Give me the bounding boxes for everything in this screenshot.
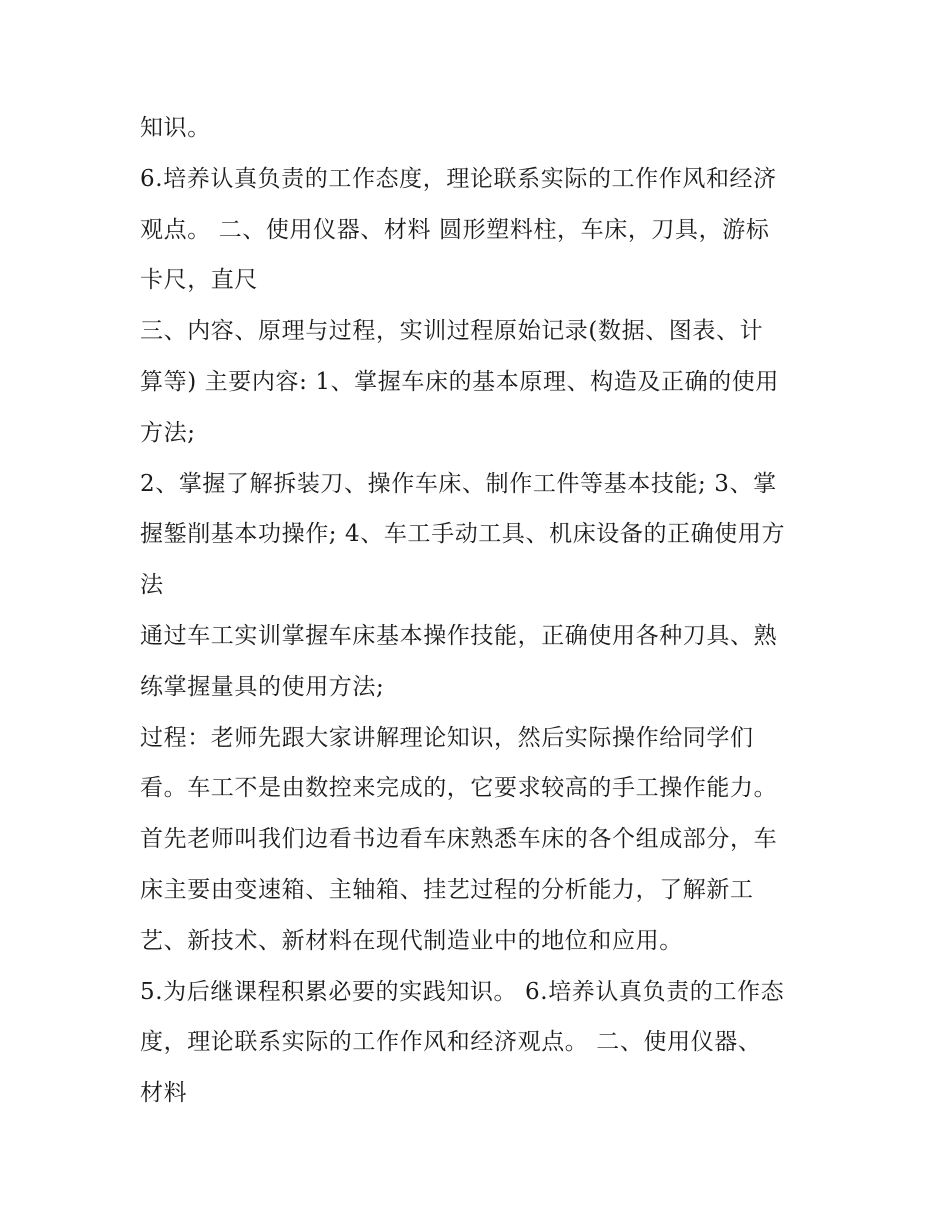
text-line: 方法; [140, 419, 196, 446]
text-line: 艺、新技术、新材料在现代制造业中的地位和应用。 [140, 927, 683, 954]
text-line: 三、内容、原理与过程，实训过程原始记录(数据、图表、计 [140, 318, 764, 345]
text-line: 算等) 主要内容: 1、掌握车床的基本原理、构造及正确的使用 [140, 368, 779, 395]
text-line: 卡尺，直尺 [140, 267, 258, 294]
body-text [140, 103, 820, 1119]
text-line: 材料 [140, 1080, 188, 1107]
text-line: 通过车工实训掌握车床基本操作技能，正确使用各种刀具、熟 [140, 622, 778, 649]
text-line: 法 [140, 572, 164, 599]
text-line: 5.为后继课程积累必要的实践知识。 6.培养认真负责的工作态 [140, 978, 785, 1005]
text-line: 看。车工不是由数控来完成的，它要求较高的手工操作能力。 [140, 775, 778, 802]
text-line: 握錾削基本功操作; 4、车工手动工具、机床设备的正确使用方 [140, 521, 786, 548]
text-line: 练掌握量具的使用方法; [140, 673, 385, 700]
text-line: 床主要由变速箱、主轴箱、挂艺过程的分析能力，了解新工 [140, 876, 754, 903]
text-line: 观点。 二、使用仪器、材料 圆形塑料柱，车床，刀具，游标 [140, 216, 770, 243]
text-line: 2、掌握了解拆装刀、操作车床、制作工件等基本技能; 3、掌 [140, 470, 777, 497]
text-line: 6.培养认真负责的工作态度，理论联系实际的工作作风和经济 [140, 165, 777, 192]
text-line: 过程：老师先跟大家讲解理论知识，然后实际操作给同学们 [140, 724, 754, 751]
text-line: 知识。 [140, 115, 211, 141]
text-line: 首先老师叫我们边看书边看车床熟悉车床的各个组成部分，车 [140, 826, 778, 853]
text-line: 度，理论联系实际的工作作风和经济观点。 二、使用仪器、 [140, 1029, 762, 1056]
